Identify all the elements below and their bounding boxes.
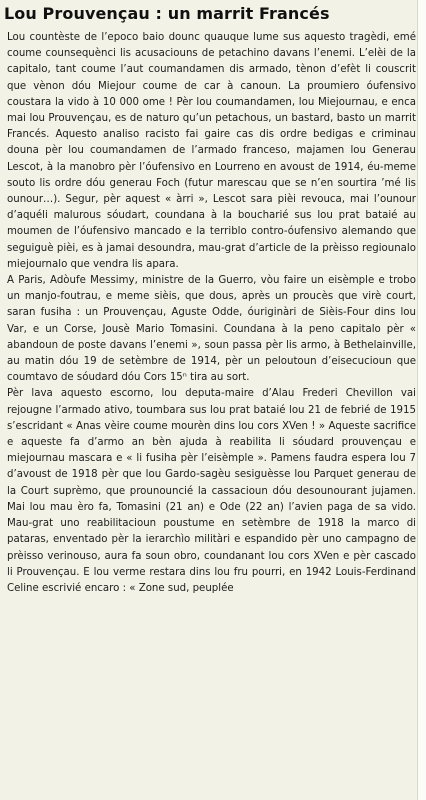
- adjacent-page-edge: [417, 0, 426, 800]
- paragraph-2: A Paris, Adòufe Messimy, ministre de la Guerro, vòu faire un eisèmple e trobo un manjo-foutrau, e meme sièis, que dous, après un proucès que virè court, saran fusiha : un Prouvençau, Aguste Odde, óuriginàri de Sièis-Four dins lou Var, e un Corse, Jousè Mario Tomasini. Coundana à la peno capitalo pèr « abandoun de poste davans l’enemi », soun passa pèr lis armo, à Bethelainville, au matin dóu 19 de setèmbre de 1914, pèr un peloutoun d’eisecucioun que coumtavo de sóudard dóu Cors 15ⁿ tira au sort.: [7, 275, 416, 384]
- article-body: [7, 30, 416, 597]
- paragraph-3: Pèr lava aquesto escorno, lou deputa-maire d’Alau Frederi Chevillon vai rejougne l’armado ativo, toumbara sus lou prat bataié lou 21 de febrié de 1915 s’escridant « Anas vèire coume mourèn dins lou cors XVen ! » Aqueste sacrifice e aqueste fa d’armo an bèn ajuda à reabilita li sóudard prouvençau e miejournau mascara e « li fusiha pèr l’eisèmple ». Pamens faudra espera lou 7 d’avoust de 1918 pèr que lou Gardo-sagèu sesiguèsse lou Parquet generau de la Court suprèmo, que prounouncié la cassacioun dóu desounourant jujamen. Mai lou mau èro fa, Tomasini (21 an) e Ode (22 an) l’avien paga de sa vido. Mau-grat uno reabilitacioun poustume en setèmbre de 1918 la marco di pataras, enventado pèr la ierarchìo militàri e espandido pèr uno campagno de prèisso verinouso, aura fa soun obro, coundanant lou cors XVen e pèr cascado li Prouvençau. E lou verme restara dins lou fru pourri, en 1942 Louis-Ferdinand Celine escrivié encaro : « Zone sud, peuplée: [7, 388, 416, 594]
- article-title: Lou Prouvençau : un marrit Francés: [4, 4, 330, 23]
- paragraph-1: Lou countèste de l’epoco baio dounc quauque lume sus aquesto tragèdi, emé coume counsequènci lis acusaciouns de petachino davans l’enemi. L’elèi de la capitalo, tant coume l’aut coumandamen dis armado, tènon d’efèt li couscrit que vènon dóu Miejour coume de car à canoun. La proumiero óufensivo coustara la vido à 10 000 ome ! Pèr lou coumandamen, lou Miejournau, e enca mai lou Prouvençau, es de naturo qu’un petachous, un bastard, basto un marrit Francés. Aquesto analiso racisto fai gaire cas dis ordre bedigas e criminau douna pèr lou coumandamen de l’armado franceso, majamen lou Generau Lescot, à la manobro pèr l’óufensivo en Lourreno en avoust de 1914, éu-meme souto lis ordre dóu generau Foch (futur marescau que se n’en sourtira ’mé lis ounour…). Segur, pèr aquest « àrri », Lescot sara pièi revouca, mai l’ounour d’aquéli malurous sóudart, coundana à la boucharié sus lou prat bataié au moumen de l’óufensivo mancado e la terriblo contro-óufensivo alemando que seguiguè pièi, es à jamai desoundra, mau-grat d’article de la prèisso regiounalo miejournalo que vendra lis apara.: [7, 32, 416, 270]
